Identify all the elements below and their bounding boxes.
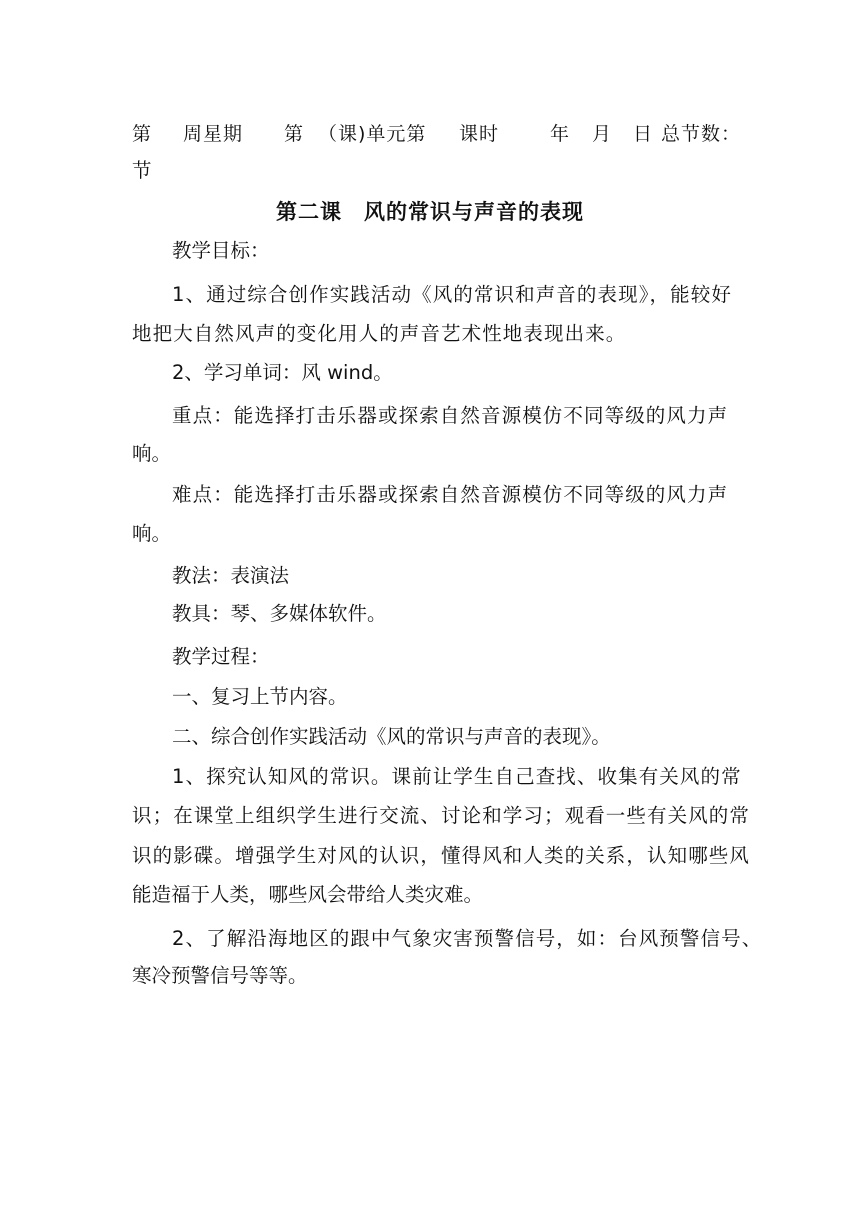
line-difficulty-b: 响。 [132, 522, 172, 545]
line-step-2: 二、综合创作实践活动《风的常识与声音的表现》。 [172, 725, 611, 748]
header-di-2: 第 [284, 123, 305, 145]
line-warning-a: 2、了解沿海地区的跟中气象灾害预警信号，如：台风预警信号、 [172, 927, 763, 950]
line-objective-1b: 地把大自然风声的变化用人的声音艺术性地表现出来。 [132, 322, 627, 345]
header-day: 日 [633, 123, 654, 145]
lesson-header [0, 119, 860, 145]
line-process-heading: 教学过程： [172, 645, 270, 668]
header-lesson-unit: （课)单元第 [318, 123, 427, 145]
header-year: 年 [550, 123, 571, 145]
line-method: 教法：表演法 [172, 564, 290, 587]
header-month: 月 [592, 123, 613, 145]
line-key-point-b: 响。 [132, 442, 172, 465]
line-explore-b: 识；在课堂上组织学生进行交流、讨论和学习；观看一些有关风的常 [132, 804, 751, 827]
line-warning-b: 寒冷预警信号等等。 [132, 964, 308, 987]
line-objective-1a: 1、通过综合创作实践活动《风的常识和声音的表现》，能较好 [172, 283, 732, 306]
line-objectives-heading: 教学目标： [172, 239, 270, 262]
line-key-point-a: 重点：能选择打击乐器或探索自然音源模仿不同等级的风力声 [172, 404, 729, 427]
line-explore-d: 能造福于人类，哪些风会带给人类灾难。 [132, 883, 484, 906]
header-period: 课时 [459, 123, 500, 145]
line-explore-a: 1、探究认知风的常识。课前让学生自己查找、收集有关风的常 [172, 765, 742, 788]
line-difficulty-a: 难点：能选择打击乐器或探索自然音源模仿不同等级的风力声 [172, 483, 729, 506]
line-step-1: 一、复习上节内容。 [172, 685, 348, 708]
header-section-unit: 节 [132, 159, 152, 182]
header-total-sections: 总节数： [661, 123, 742, 145]
line-objective-2: 2、学习单词：风 wind。 [172, 361, 393, 384]
header-week-weekday: 周星期 [183, 123, 244, 145]
header-di: 第 [132, 123, 153, 145]
line-teaching-aids: 教具：琴、多媒体软件。 [172, 602, 387, 625]
lesson-title: 第二课 风的常识与声音的表现 [276, 200, 584, 224]
line-explore-c: 识的影碟。增强学生对风的认识，懂得风和人类的关系，认知哪些风 [132, 844, 751, 867]
